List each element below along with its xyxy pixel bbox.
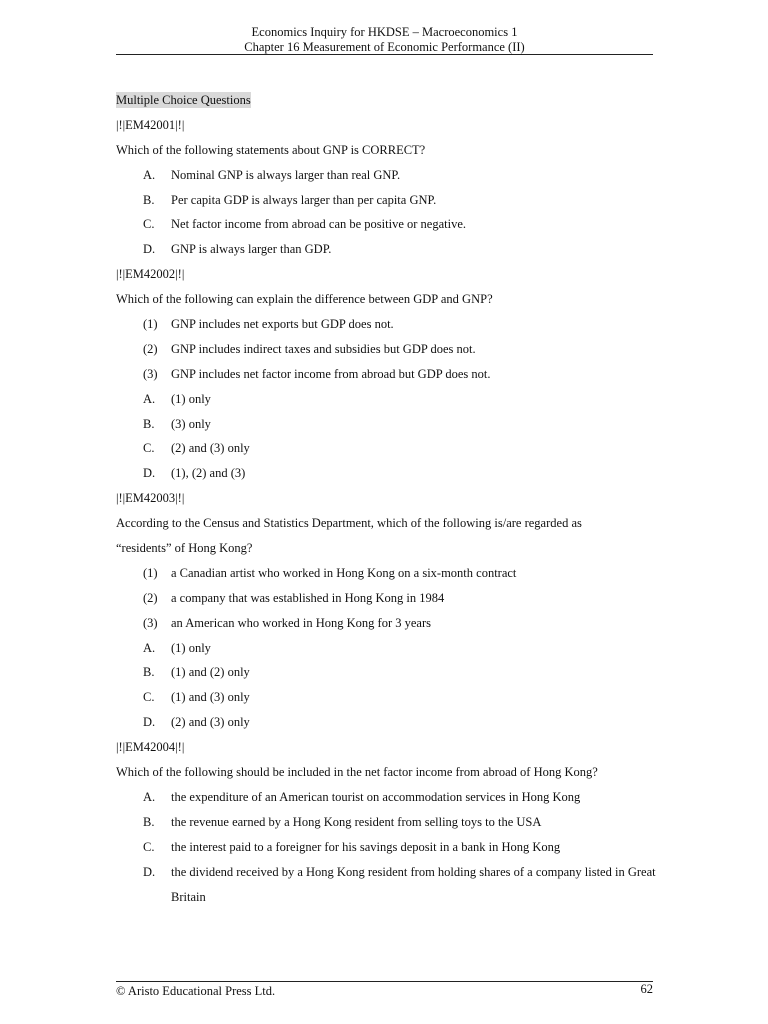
question-stem: Which of the following can explain the difference between GDP and GNP? (116, 292, 493, 307)
header-divider (116, 54, 653, 55)
question-code: |!|EM42001|!| (116, 117, 185, 132)
answer-option (116, 212, 656, 237)
option-label: B. (143, 192, 155, 207)
option-text: (2) and (3) only (171, 715, 250, 730)
page-number: 62 (640, 982, 653, 996)
option-label: C. (143, 441, 155, 456)
statement-text: GNP includes indirect taxes and subsidies but GDP does not. (171, 341, 476, 356)
statement-text: GNP includes net exports but GDP does not. (171, 317, 394, 332)
option-label: B. (143, 665, 155, 680)
option-text: the interest paid to a foreigner for his savings deposit in a bank in Hong Kong (171, 839, 561, 854)
section-title-text: Multiple Choice Questions (116, 93, 251, 107)
question-code: |!|EM42004|!| (116, 740, 185, 755)
option-label: D. (143, 466, 156, 481)
statement-item (116, 561, 656, 586)
option-label: D. (143, 864, 156, 879)
section-title (116, 88, 656, 113)
statement-text: an American who worked in Hong Kong for 3 years (171, 615, 432, 630)
question-stem: According to the Census and Statistics Department, which of the following is/are regarded as (116, 516, 582, 531)
answer-option (116, 636, 656, 661)
option-text: the expenditure of an American tourist on accommodation services in Hong Kong (171, 789, 581, 804)
option-label: C. (143, 839, 155, 854)
statement-item (116, 362, 656, 387)
statement-text: a company that was established in Hong Kong in 1984 (171, 590, 445, 605)
answer-option (116, 387, 656, 412)
option-label: B. (143, 416, 155, 431)
header-chapter-title: Chapter 16 Measurement of Economic Performance (II) (244, 40, 525, 54)
answer-option (116, 710, 656, 735)
answer-option (116, 188, 656, 213)
option-label: D. (143, 242, 156, 257)
option-label: D. (143, 715, 156, 730)
statement-item (116, 586, 656, 611)
option-text: (1) only (171, 640, 211, 655)
answer-option (116, 412, 656, 437)
option-label: C. (143, 690, 155, 705)
option-label: C. (143, 217, 155, 232)
option-label: B. (143, 814, 155, 829)
statement-label: (2) (143, 341, 158, 356)
option-text: Net factor income from abroad can be positive or negative. (171, 217, 467, 232)
option-label: A. (143, 167, 156, 182)
answer-option (116, 461, 656, 486)
option-text: (1) only (171, 391, 211, 406)
answer-option (116, 163, 656, 188)
option-label: A. (143, 640, 156, 655)
option-text: GNP is always larger than GDP. (171, 242, 332, 257)
question-block (116, 262, 656, 486)
page-body (116, 88, 656, 909)
option-text: Per capita GDP is always larger than per capita GNP. (171, 192, 437, 207)
option-text: (1) and (2) only (171, 665, 250, 680)
statement-label: (1) (143, 565, 158, 580)
option-label: A. (143, 789, 156, 804)
option-text: (1) and (3) only (171, 690, 250, 705)
option-text: (2) and (3) only (171, 441, 250, 456)
answer-option (116, 685, 656, 710)
question-code: |!|EM42003|!| (116, 491, 185, 506)
question-block (116, 735, 656, 909)
page-header (116, 25, 653, 55)
statement-text: a Canadian artist who worked in Hong Kong on a six-month contract (171, 565, 517, 580)
header-book-title: Economics Inquiry for HKDSE – Macroeconomics 1 (251, 25, 518, 39)
statement-item (116, 337, 656, 362)
answer-option (116, 660, 656, 685)
answer-option (116, 436, 656, 461)
question-stem: “residents” of Hong Kong? (116, 541, 253, 556)
answer-option (116, 237, 656, 262)
question-stem: Which of the following should be included in the net factor income from abroad of Hong Kong? (116, 765, 598, 780)
option-text: the revenue earned by a Hong Kong resident from selling toys to the USA (171, 814, 542, 829)
footer-divider (116, 981, 653, 982)
question-code: |!|EM42002|!| (116, 267, 185, 282)
statement-item (116, 611, 656, 636)
answer-option (116, 810, 656, 835)
question-list (116, 113, 656, 910)
option-text: (1), (2) and (3) (171, 466, 246, 481)
statement-item (116, 312, 656, 337)
answer-option (116, 860, 656, 910)
option-text: Nominal GNP is always larger than real GNP. (171, 167, 401, 182)
question-block (116, 113, 656, 262)
answer-option (116, 785, 656, 810)
option-text: the dividend received by a Hong Kong resident from holding shares of a company listed in Great Britain (171, 864, 656, 904)
option-text: (3) only (171, 416, 211, 431)
statement-text: GNP includes net factor income from abroad but GDP does not. (171, 366, 491, 381)
statement-label: (3) (143, 366, 158, 381)
answer-option (116, 835, 656, 860)
question-stem: Which of the following statements about GNP is CORRECT? (116, 142, 426, 157)
question-block (116, 486, 656, 735)
option-label: A. (143, 391, 156, 406)
statement-label: (1) (143, 317, 158, 332)
statement-label: (2) (143, 590, 158, 605)
statement-label: (3) (143, 615, 158, 630)
footer-copyright: © Aristo Educational Press Ltd. (116, 984, 276, 998)
